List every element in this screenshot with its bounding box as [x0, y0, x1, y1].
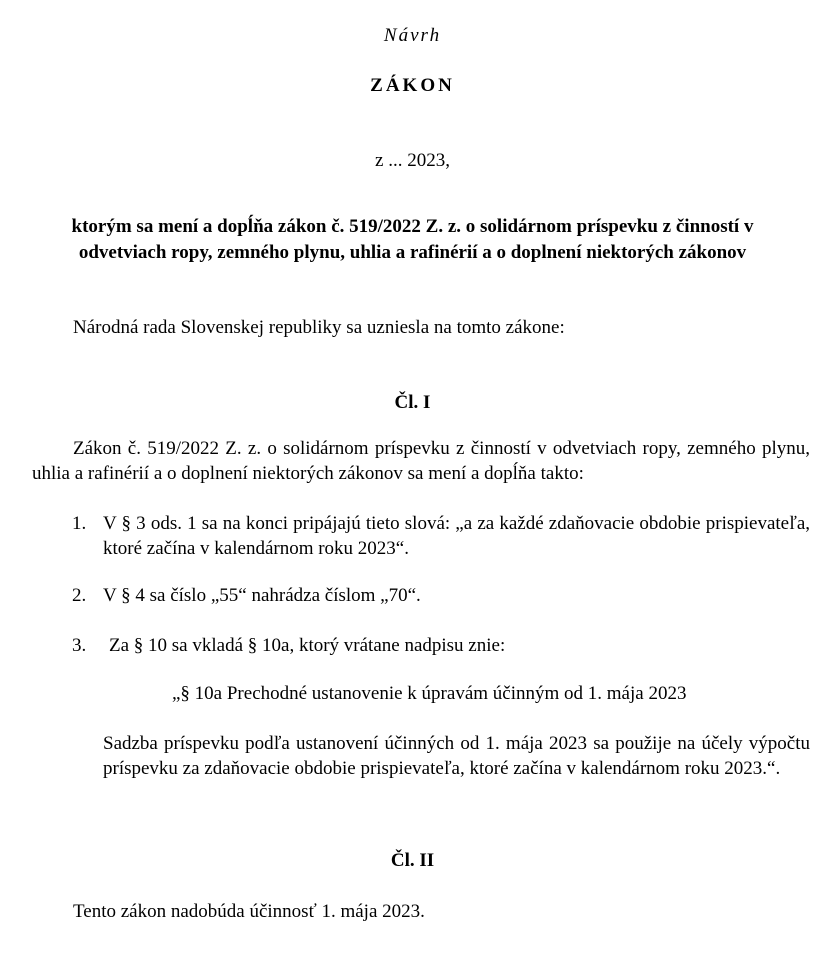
article-1-body: Zákon č. 519/2022 Z. z. o solidárnom príspevku z činností v odvetviach ropy, zemného plynu, uhlia a rafinérií a o doplnení niektorých zákonov sa mení a dopĺňa takto:	[32, 438, 810, 484]
amendment-item-text: V § 4 sa číslo „55“ nahrádza číslom „70“.	[103, 585, 421, 606]
article-1-heading: Čl. I	[394, 392, 431, 413]
law-subject	[20, 214, 805, 266]
amendment-item-text: Za § 10 sa vkladá § 10a, ktorý vrátane nadpisu znie:	[109, 635, 506, 656]
enactment-clause: Národná rada Slovenskej republiky sa uzniesla na tomto zákone:	[73, 317, 565, 338]
law-title: ZÁKON	[370, 75, 455, 96]
draft-label: Návrh	[383, 25, 442, 46]
article-2-heading: Čl. II	[390, 850, 435, 871]
inserted-section-heading: „§ 10a Prechodné ustanovenie k úpravám účinným od 1. mája 2023	[172, 683, 687, 704]
article-2-body: Tento zákon nadobúda účinnosť 1. mája 2023.	[73, 901, 425, 922]
amendment-item-number: 1.	[72, 513, 87, 534]
law-subject-line-2: odvetviach ropy, zemného plynu, uhlia a rafinérií a o doplnení niektorých zákonov	[78, 242, 747, 263]
inserted-section-body: Sadzba príspevku podľa ustanovení účinných od 1. mája 2023 sa použije na účely výpočtu príspevku za zdaňovacie obdobie prispievateľa, ktoré začína v kalendárnom roku 2023.“.	[103, 733, 810, 779]
amendment-item-number: 3.	[72, 635, 87, 656]
law-subject-line-1: ktorým sa mení a dopĺňa zákon č. 519/2022 Z. z. o solidárnom príspevku z činností v	[71, 216, 754, 237]
amendment-item-number: 2.	[72, 585, 87, 606]
law-date: z ... 2023,	[375, 150, 450, 171]
amendment-item-text: V § 3 ods. 1 sa na konci pripájajú tieto slová: „a za každé zdaňovacie obdobie prispievateľa, ktoré začína v kalendárnom roku 2023“.	[103, 513, 810, 559]
